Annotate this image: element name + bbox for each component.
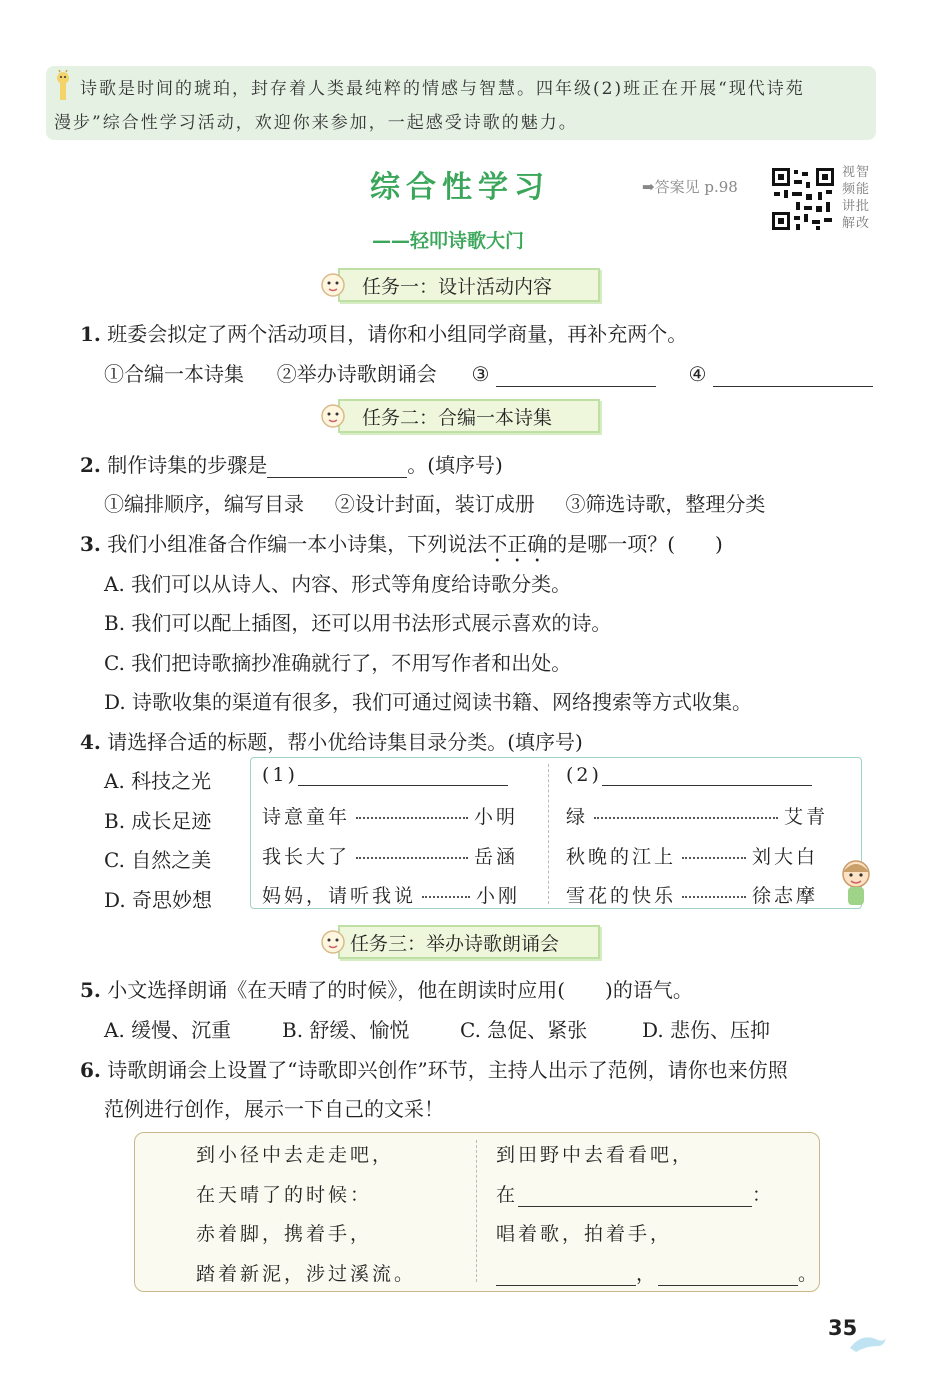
title-choice: D. 奇思妙想 bbox=[104, 888, 213, 912]
answer-line bbox=[496, 1180, 774, 1207]
poem-title: 我长大了 bbox=[262, 846, 351, 868]
question-2 bbox=[80, 449, 503, 478]
activity-item: ④ bbox=[688, 362, 707, 386]
poem-divider bbox=[476, 1140, 477, 1282]
poem-answer-blank[interactable] bbox=[658, 1263, 798, 1286]
question-text: 。(填序号) bbox=[407, 453, 503, 477]
question-text: 我们小组准备合作编一本小诗集，下列说法 bbox=[107, 532, 488, 556]
group-label: (2) bbox=[566, 764, 602, 786]
step-option: ②设计封面，装订成册 bbox=[334, 492, 535, 516]
poem-title: 秋晚的江上 bbox=[566, 846, 677, 868]
task-2-header bbox=[318, 399, 608, 433]
example-line: 到小径中去走走吧， bbox=[196, 1144, 395, 1166]
answer-period: 。 bbox=[798, 1263, 821, 1285]
qr-caption-line: 解改 bbox=[842, 216, 871, 231]
activity-item: ②举办诗歌朗诵会 bbox=[276, 362, 437, 386]
qr-caption-line: 视智 bbox=[842, 165, 871, 180]
example-line: 在天晴了的时候： bbox=[196, 1184, 373, 1206]
poem-title: 诗意童年 bbox=[262, 806, 351, 828]
task-3-label: 任务三：举办诗歌朗诵会 bbox=[350, 933, 560, 955]
question-6-line-2: 范例进行创作，展示一下自己的文采！ bbox=[104, 1097, 444, 1121]
question-text: 班委会拟定了两个活动项目，请你和小组同学商量，再补充两个。 bbox=[107, 322, 688, 346]
toc-entry bbox=[566, 842, 818, 869]
qr-caption bbox=[842, 164, 882, 232]
answer-line: 到田野中去看看吧， bbox=[496, 1144, 695, 1166]
qr-code-icon[interactable] bbox=[770, 166, 836, 232]
question-number: 5. bbox=[80, 978, 101, 1002]
question-4 bbox=[80, 726, 583, 755]
option-a[interactable]: A. 我们可以从诗人、内容、形式等角度给诗歌分类。 bbox=[104, 572, 572, 596]
option-b[interactable]: B. 我们可以配上插图，还可以用书法形式展示喜欢的诗。 bbox=[104, 611, 612, 635]
question-text: 诗歌朗诵会上设置了“诗歌即兴创作”环节，主持人出示了范例，请你也来仿照 bbox=[107, 1058, 788, 1082]
poem-author: 刘大白 bbox=[752, 846, 819, 868]
emphasis-text: 不正确 bbox=[487, 532, 548, 556]
answer-reference: ➡答案见 p.98 bbox=[642, 178, 738, 196]
answer-comma: ， bbox=[636, 1263, 659, 1285]
intro-line-1: 诗歌是时间的琥珀，封存着人类最纯粹的情感与智慧。四年级(2)班正在开展“现代诗苑 bbox=[80, 79, 805, 99]
poem-author: 小明 bbox=[474, 806, 519, 828]
toc-divider bbox=[548, 764, 549, 904]
answer-line: 唱着歌，拍着手， bbox=[496, 1223, 673, 1245]
poem-author: 徐志摩 bbox=[752, 885, 819, 907]
question-number: 1. bbox=[80, 322, 101, 346]
toc-entry bbox=[566, 802, 828, 829]
answer-blank[interactable] bbox=[267, 455, 407, 478]
toc-entry bbox=[566, 881, 818, 908]
poem-answer-blank[interactable] bbox=[518, 1184, 752, 1207]
question-number: 3. bbox=[80, 532, 101, 556]
example-line: 赤着脚，携着手， bbox=[196, 1223, 373, 1245]
poem-title: 妈妈，请听我说 bbox=[262, 885, 417, 907]
giraffe-mascot-icon bbox=[51, 70, 75, 102]
mascot-icon bbox=[318, 927, 348, 957]
task-2-label: 任务二：合编一本诗集 bbox=[362, 407, 553, 429]
poem-author: 艾青 bbox=[784, 806, 829, 828]
toc-entry bbox=[262, 802, 518, 829]
answer-blank-3[interactable] bbox=[496, 364, 656, 387]
step-option: ①编排顺序，编写目录 bbox=[104, 492, 304, 516]
title-choice: B. 成长足迹 bbox=[104, 809, 212, 833]
group-2-answer-blank[interactable] bbox=[602, 763, 812, 786]
question-number: 2. bbox=[80, 453, 101, 477]
option-d[interactable]: D. 诗歌收集的渠道有很多，我们可通过阅读书籍、网络搜索等方式收集。 bbox=[104, 690, 753, 714]
title-choice: A. 科技之光 bbox=[104, 769, 212, 793]
task-1-label: 任务一：设计活动内容 bbox=[362, 276, 553, 298]
option-b[interactable]: B. 舒缓、愉悦 bbox=[282, 1018, 410, 1042]
child-mascot-icon bbox=[838, 858, 874, 910]
page-subtitle: ——轻叩诗歌大门 bbox=[372, 230, 525, 252]
toc-entry bbox=[262, 881, 520, 908]
question-text: 小文选择朗诵《在天晴了的时候》，他在朗读时应用( )的语气。 bbox=[107, 978, 693, 1002]
option-a[interactable]: A. 缓慢、沉重 bbox=[104, 1018, 232, 1042]
activity-item: ①合编一本诗集 bbox=[104, 362, 244, 386]
option-c[interactable]: C. 我们把诗歌摘抄准确就行了，不用写作者和出处。 bbox=[104, 651, 572, 675]
toc-group-1-header bbox=[262, 763, 508, 786]
mascot-icon bbox=[318, 270, 348, 300]
answer-suffix: ： bbox=[752, 1184, 775, 1206]
question-text: 的是哪一项？( ) bbox=[547, 532, 723, 556]
question-3 bbox=[80, 528, 723, 567]
toc-group-2-header bbox=[566, 763, 812, 786]
question-5 bbox=[80, 974, 693, 1003]
intro-banner bbox=[46, 66, 876, 140]
qr-caption-line: 讲批 bbox=[842, 199, 871, 214]
question-number: 4. bbox=[80, 730, 101, 754]
mascot-icon bbox=[318, 401, 348, 431]
page-title: 综合性学习 bbox=[370, 170, 550, 205]
group-1-answer-blank[interactable] bbox=[298, 763, 508, 786]
task-3-header bbox=[318, 925, 608, 959]
poem-title: 绿 bbox=[566, 806, 589, 828]
question-1 bbox=[80, 318, 687, 347]
qr-caption-line: 频能 bbox=[842, 182, 871, 197]
dolphin-icon bbox=[848, 1330, 888, 1354]
question-text: 请选择合适的标题，帮小优给诗集目录分类。(填序号) bbox=[107, 730, 583, 754]
page-number: 35 bbox=[828, 1316, 858, 1340]
poem-answer-blank[interactable] bbox=[496, 1263, 636, 1286]
toc-entry bbox=[262, 842, 518, 869]
question-1-items bbox=[104, 358, 873, 387]
example-line: 踏着新泥，涉过溪流。 bbox=[196, 1263, 417, 1285]
option-d[interactable]: D. 悲伤、压抑 bbox=[642, 1018, 771, 1042]
answer-line bbox=[496, 1259, 820, 1286]
group-label: (1) bbox=[262, 764, 298, 786]
answer-prefix: 在 bbox=[496, 1184, 519, 1206]
intro-line-2: 漫步”综合性学习活动，欢迎你来参加，一起感受诗歌的魅力。 bbox=[54, 113, 578, 133]
poem-title: 雪花的快乐 bbox=[566, 885, 677, 907]
question-6 bbox=[80, 1054, 788, 1083]
question-number: 6. bbox=[80, 1058, 101, 1082]
poem-author: 小刚 bbox=[476, 885, 521, 907]
poem-author: 岳涵 bbox=[474, 846, 519, 868]
title-choice: C. 自然之美 bbox=[104, 848, 212, 872]
option-c[interactable]: C. 急促、紧张 bbox=[460, 1018, 588, 1042]
answer-blank-4[interactable] bbox=[713, 364, 873, 387]
question-text: 制作诗集的步骤是 bbox=[107, 453, 268, 477]
question-2-options bbox=[104, 488, 765, 517]
step-option: ③筛选诗歌，整理分类 bbox=[565, 492, 766, 516]
task-1-header bbox=[318, 268, 608, 302]
activity-item: ③ bbox=[471, 362, 490, 386]
